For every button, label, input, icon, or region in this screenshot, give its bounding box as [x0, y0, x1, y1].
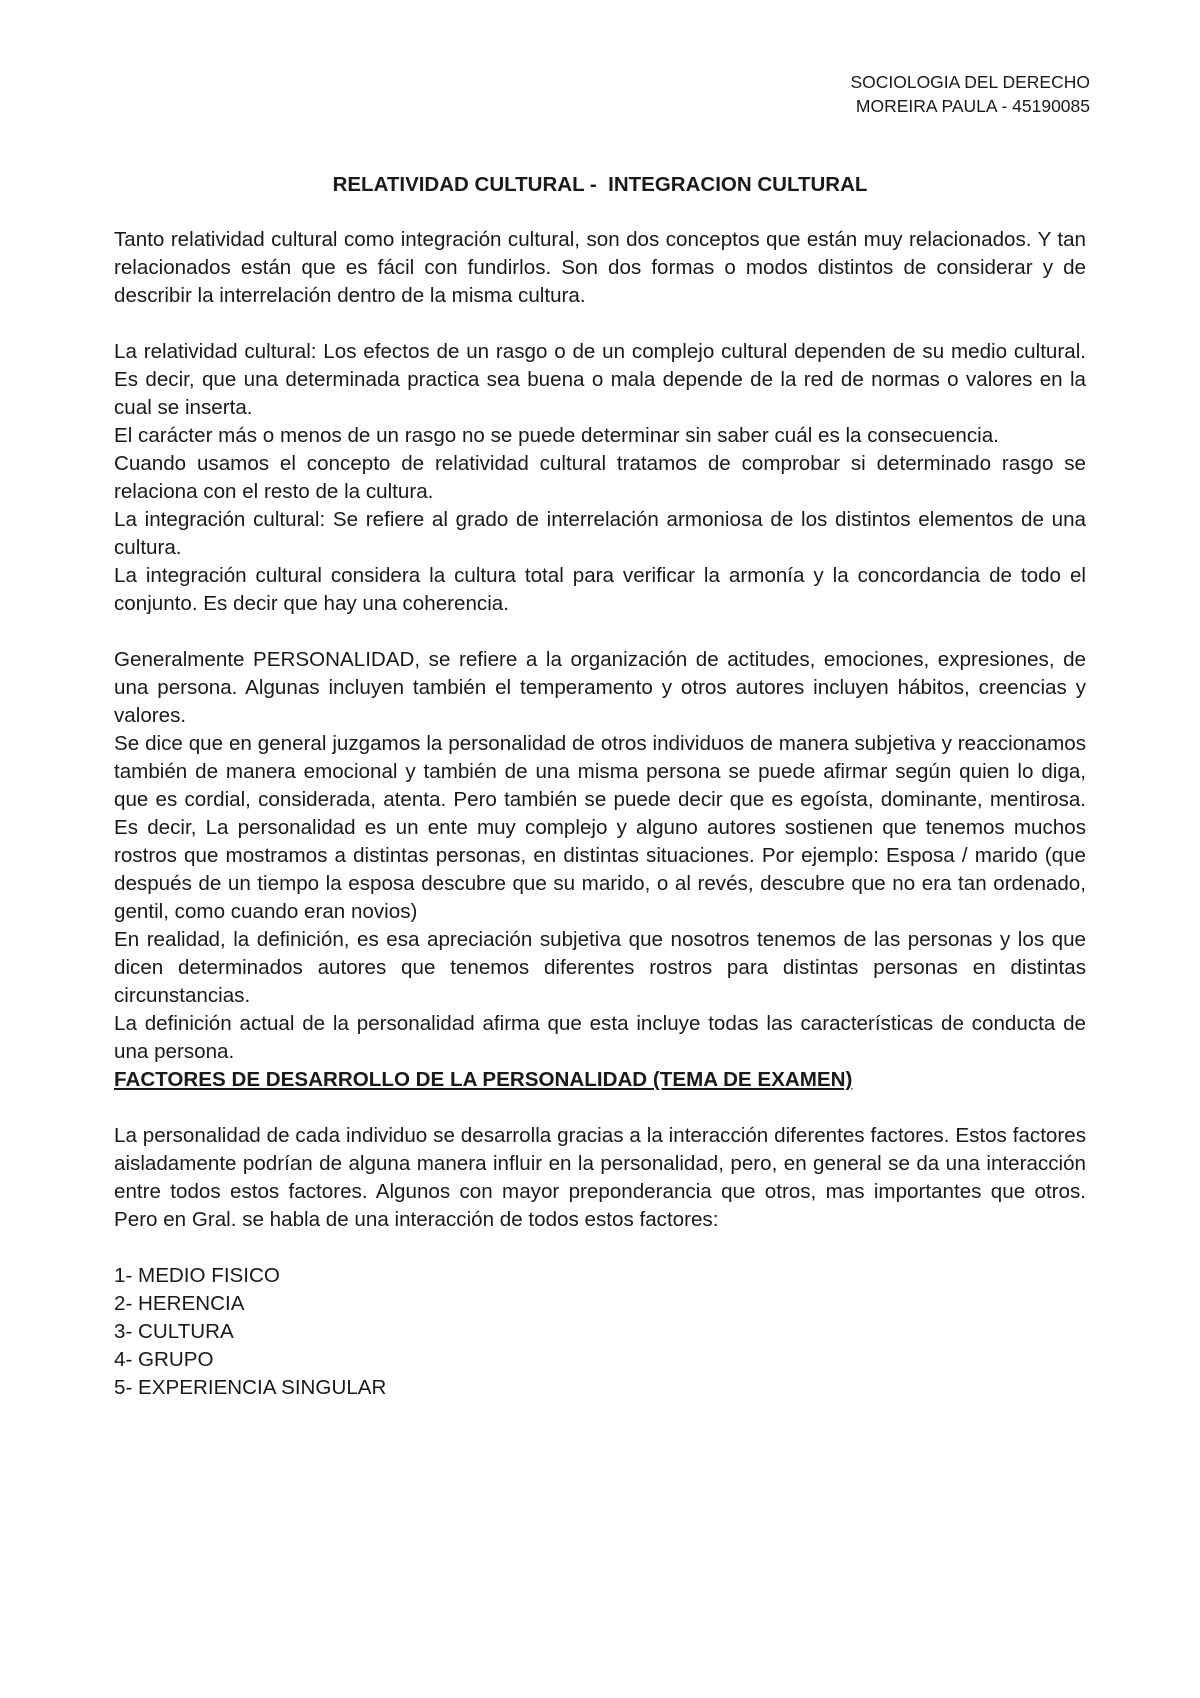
course-name: SOCIOLOGIA DEL DERECHO	[850, 72, 1090, 92]
document-title: RELATIVIDAD CULTURAL - INTEGRACION CULTURAL	[332, 173, 868, 196]
list-item: 5- EXPERIENCIA SINGULAR	[114, 1376, 387, 1399]
list-item: 2- HERENCIA	[114, 1292, 245, 1315]
list-item: 4- GRUPO	[114, 1348, 214, 1371]
personality-paragraph-2: Se dice que en general juzgamos la personalidad de otros individuos de manera subjetiva y reaccionamos también de manera emocional y también de una misma persona se puede afirmar según quien lo diga, que es cordial, considerada, atenta. Pero también se puede decir que es egoísta, dominante, mentirosa. Es decir, La personalidad es un ente muy complejo y alguno autores sostienen que tenemos muchos rostros que mostramos a distintas personas, en distintas situaciones. Por ejemplo: Esposa / marido (que después de un tiempo la esposa descubre que su marido, o al revés, descubre que no era tan ordenado, gentil, como cuando eran novios)	[114, 732, 1086, 923]
relativity-paragraph-3: Cuando usamos el concepto de relatividad cultural tratamos de comprobar si determinado rasgo se relaciona con el resto de la cultura.	[114, 452, 1086, 503]
author-line: MOREIRA PAULA - 45190085	[855, 96, 1090, 116]
document-body	[114, 226, 1086, 1402]
personality-paragraph-1: Generalmente PERSONALIDAD, se refiere a la organización de actitudes, emociones, expresiones, de una persona. Algunas incluyen también el temperamento y otros autores incluyen hábitos, creencias y valores.	[114, 648, 1086, 727]
factors-heading: FACTORES DE DESARROLLO DE LA PERSONALIDAD (TEMA DE EXAMEN)	[114, 1068, 853, 1091]
list-item: 1- MEDIO FISICO	[114, 1264, 280, 1287]
list-item: 3- CULTURA	[114, 1320, 234, 1343]
factors-intro-paragraph: La personalidad de cada individuo se desarrolla gracias a la interacción diferentes factores. Estos factores aisladamente podrían de alguna manera influir en la personalidad, pero, en general se da una interacción entre todos estos factores. Algunos con mayor preponderancia que otros, mas importantes que otros. Pero en Gral. se habla de una interacción de todos estos factores:	[114, 1124, 1086, 1231]
intro-paragraph: Tanto relatividad cultural como integración cultural, son dos conceptos que están muy relacionados. Y tan relacionados están que es fácil con fundirlos. Son dos formas o modos distintos de considerar y de describir la interrelación dentro de la misma cultura.	[114, 228, 1086, 307]
relativity-paragraph-1: La relatividad cultural: Los efectos de un rasgo o de un complejo cultural dependen de su medio cultural. Es decir, que una determinada practica sea buena o mala depende de la red de normas o valores en la cual se inserta.	[114, 340, 1086, 419]
personality-paragraph-3: En realidad, la definición, es esa apreciación subjetiva que nosotros tenemos de las personas y los que dicen determinados autores que tenemos diferentes rostros para distintas personas en distintas circunstancias.	[114, 928, 1086, 1007]
relativity-paragraph-2: El carácter más o menos de un rasgo no se puede determinar sin saber cuál es la consecuencia.	[114, 424, 999, 447]
integration-paragraph-1: La integración cultural: Se refiere al grado de interrelación armoniosa de los distintos elementos de una cultura.	[114, 508, 1086, 559]
factors-list	[114, 1262, 1086, 1402]
document-header	[850, 70, 1090, 118]
integration-paragraph-2: La integración cultural considera la cultura total para verificar la armonía y la concordancia de todo el conjunto. Es decir que hay una coherencia.	[114, 564, 1086, 615]
personality-paragraph-4: La definición actual de la personalidad afirma que esta incluye todas las características de conducta de una persona.	[114, 1012, 1086, 1063]
